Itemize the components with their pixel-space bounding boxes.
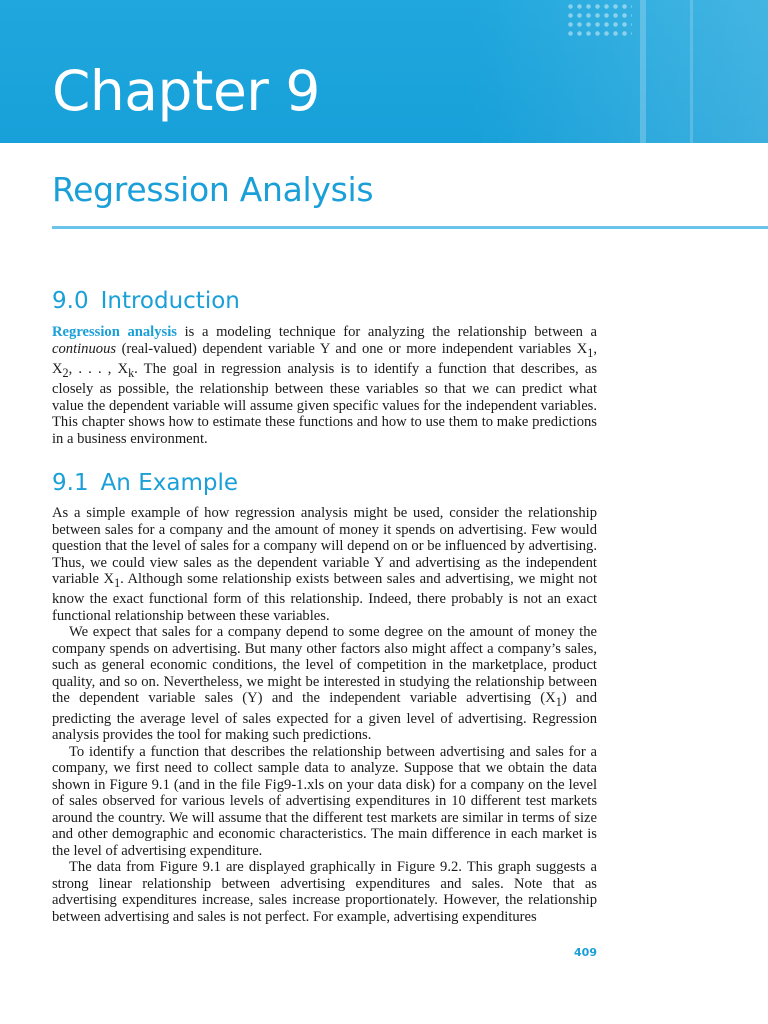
title-divider [52, 226, 768, 229]
subscript: 1 [555, 695, 562, 710]
paragraph-text: (real-valued) dependent variable Y and one or more independent variables X [116, 340, 588, 357]
page-number: 409 [574, 946, 597, 959]
banner-dot-pattern [566, 2, 632, 38]
paragraph-text: is a modeling technique for analyzing the relationship between a [176, 324, 597, 340]
chapter-banner [0, 0, 768, 143]
paragraph [52, 324, 597, 447]
paragraph [52, 505, 597, 624]
section-title: An Example [100, 470, 238, 496]
subscript: 1 [587, 345, 594, 360]
paragraph-text: , X [52, 340, 597, 377]
paragraph [52, 624, 597, 743]
section-number: 9.1 [52, 470, 89, 496]
section-title: Introduction [100, 288, 240, 314]
subscript: 2 [62, 365, 69, 380]
key-term: Regression analysis [52, 324, 177, 340]
paragraph-text: . The goal in regression analysis is to identify a function that describes, as closely as possible, the relationship between these variables so that we can predict what value the dependent variable will assume given specific values for the independent variables. This chapter shows how to estimate these functions and how to use them to make predictions in a business environment. [52, 360, 597, 447]
paragraph: The data from Figure 9.1 are displayed graphically in Figure 9.2. This graph suggests a strong linear relationship between advertising expenditures and sales. Note that as advertising expenditures increase, sales increase proportionately. However, the relationship between advertising and sales is not perfect. For example, advertising expenditures [52, 859, 597, 925]
paragraph-text: . Although some relationship exists between sales and advertising, we might not know the exact functional form of this relationship. Indeed, there probably is not an exact functional relationship between these variables. [52, 571, 598, 624]
chapter-subject-title: Regression Analysis [52, 170, 374, 209]
chapter-title: Chapter 9 [52, 59, 320, 123]
emphasis-text: continuous [52, 340, 117, 357]
section-heading-introduction [52, 286, 240, 316]
paragraph-text: We expect that sales for a company depend to some degree on the amount of money the company spends on advertising. But many other factors also might affect a company’s sales, such as general economic conditions, the level of competition in the marketplace, product quality, and so on. Nevertheless, we might be interested in studying the relationship between the dependent variable sales (Y) and the independent variable advertising (X [52, 624, 597, 707]
section-heading-an-example [52, 468, 238, 498]
banner-stripe [690, 0, 693, 143]
subscript: 1 [114, 575, 121, 590]
banner-stripe [640, 0, 646, 143]
paragraph-text: , . . . , X [68, 360, 129, 377]
subscript: k [128, 365, 135, 380]
section-number: 9.0 [52, 288, 89, 314]
paragraph-text: ) and predicting the average level of sales expected for a given level of advertising. Regression analysis provides the tool for making such predictions. [52, 690, 597, 744]
paragraph-text: As a simple example of how regression analysis might be used, consider the relationship between sales for a company and the amount of money it spends on advertising. Few would question that the level of sales for a company will depend on or be influenced by advertising. Thus, we could view sales as the dependent variable Y and advertising as the independent variable X [52, 505, 597, 587]
paragraph: To identify a function that describes the relationship between advertising and sales for a company, we first need to collect sample data to analyze. Suppose that we obtain the data shown in Figure 9.1 (and in the file Fig9-1.xls on your data disk) for a company on the level of sales observed for various levels of advertising expenditures in 10 different test markets around the country. We will assume that the different test markets are similar in terms of size and other demographic and economic characteristics. The main difference in each market is the level of advertising expenditure. [52, 743, 597, 859]
section-body [52, 505, 597, 925]
